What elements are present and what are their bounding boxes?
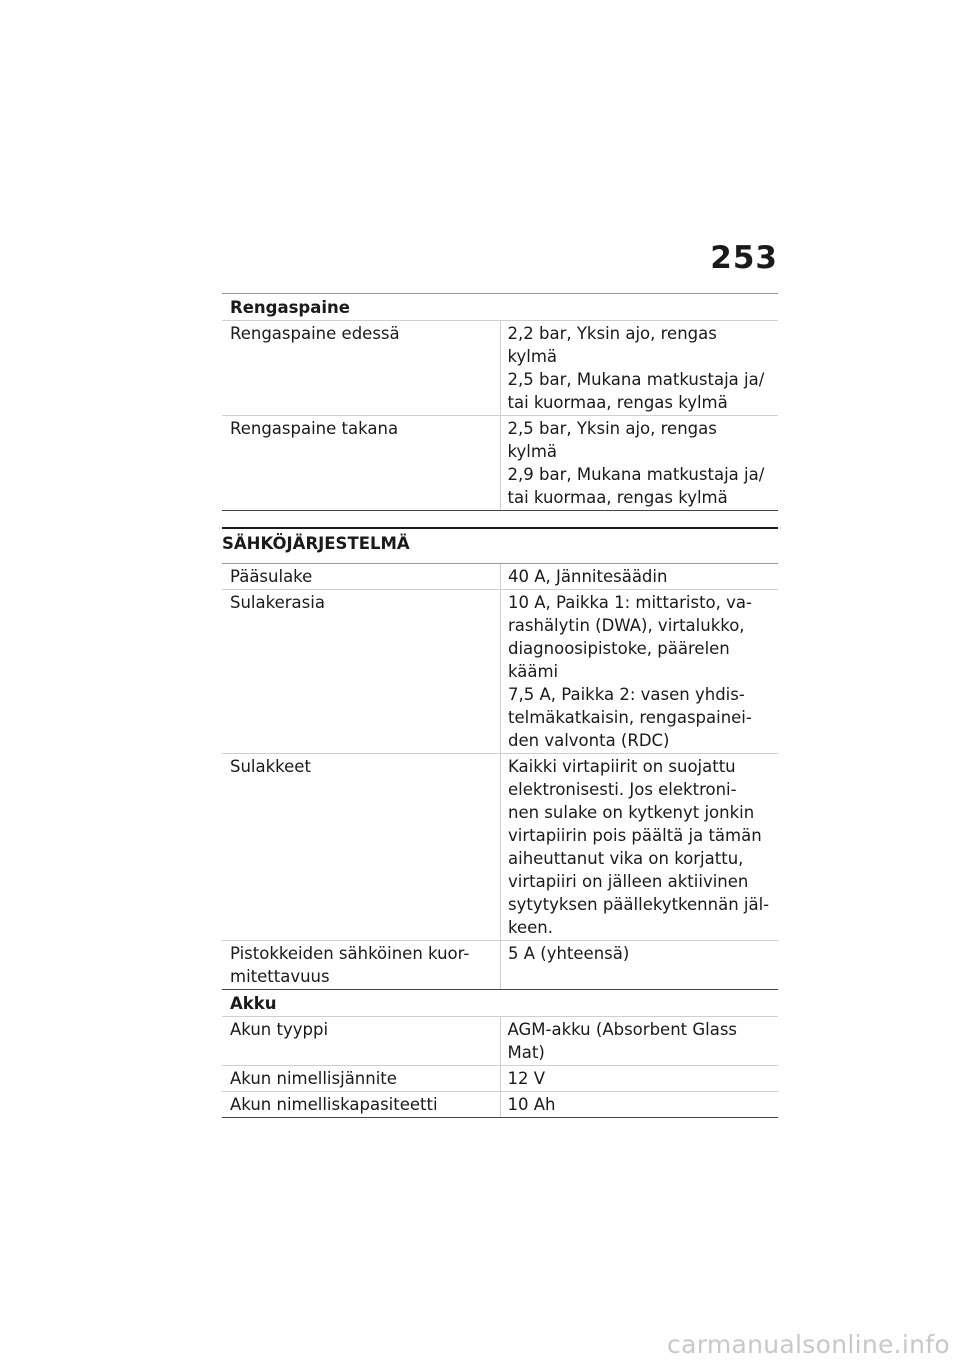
table-row	[222, 590, 778, 754]
row-value-line: virtapiiri on jälleen aktiivinen	[508, 872, 749, 891]
row-value-line: 7,5 A, Paikka 2: vasen yhdis-	[508, 685, 745, 704]
table-row	[222, 1092, 778, 1118]
row-value	[500, 1017, 778, 1066]
row-value	[501, 941, 779, 990]
row-label	[222, 1092, 500, 1118]
row-value	[500, 416, 778, 511]
row-label	[222, 590, 501, 754]
row-value-line: 10 Ah	[507, 1095, 556, 1114]
row-value	[501, 590, 779, 754]
row-value-line: tai kuormaa, rengas kylmä	[507, 488, 728, 507]
row-value-line: 2,5 bar, Yksin ajo, rengas	[507, 419, 717, 438]
row-value-line: 2,9 bar, Mukana matkustaja ja/	[507, 465, 765, 484]
row-label	[222, 321, 500, 416]
row-value-line: tai kuormaa, rengas kylmä	[507, 393, 728, 412]
row-label	[222, 564, 501, 590]
table-row	[222, 754, 778, 941]
row-value-line: telmäkatkaisin, rengaspainei-	[508, 708, 752, 727]
row-label-line: Pääsulake	[230, 567, 313, 586]
tire-pressure-table	[222, 293, 778, 511]
row-value	[501, 564, 779, 590]
electrical-table	[222, 564, 778, 990]
table-row	[222, 564, 778, 590]
watermark: carmanualsonline.info	[667, 1330, 950, 1359]
row-value-line: den valvonta (RDC)	[508, 731, 670, 750]
row-value-line: virtapiirin pois päältä ja tämän	[508, 826, 762, 845]
row-value-line: aiheuttanut vika on korjattu,	[508, 849, 744, 868]
row-value-line: elektronisesti. Jos elektroni-	[508, 780, 737, 799]
row-value	[501, 754, 779, 941]
row-label-line: Pistokkeiden sähköinen kuor-	[230, 944, 470, 963]
group-label-tire-pressure: Rengaspaine	[222, 294, 778, 321]
row-value-line: kylmä	[507, 442, 557, 461]
row-label-line: Rengaspaine edessä	[230, 324, 400, 343]
page-number: 253	[710, 240, 778, 276]
row-label	[222, 941, 501, 990]
row-value-line: 10 A, Paikka 1: mittaristo, va-	[508, 593, 752, 612]
row-value-line: rashälytin (DWA), virtalukko,	[508, 616, 745, 635]
row-label-line: Akun nimellisjännite	[230, 1069, 397, 1088]
row-label	[222, 1017, 500, 1066]
row-label-line: Akun tyyppi	[230, 1020, 329, 1039]
row-value	[500, 1092, 778, 1118]
row-label-line: Rengaspaine takana	[230, 419, 399, 438]
table-row	[222, 1066, 778, 1092]
row-label-line: mitettavuus	[230, 967, 330, 986]
row-value	[500, 1066, 778, 1092]
row-value-line: 40 A, Jännitesäädin	[508, 567, 668, 586]
row-label-line: Akun nimelliskapasiteetti	[230, 1095, 438, 1114]
row-value-line: käämi	[508, 662, 559, 681]
row-label	[222, 416, 500, 511]
row-value-line: 2,5 bar, Mukana matkustaja ja/	[507, 370, 765, 389]
battery-table	[222, 990, 778, 1118]
group-label-battery: Akku	[222, 990, 778, 1017]
row-value	[500, 321, 778, 416]
table-row	[222, 416, 778, 511]
row-label-line: Sulakkeet	[230, 757, 311, 776]
group-header-row	[222, 294, 778, 321]
row-label-line: Sulakerasia	[230, 593, 325, 612]
table-row	[222, 321, 778, 416]
row-value-line: keen.	[508, 918, 553, 937]
row-label	[222, 754, 501, 941]
table-row	[222, 941, 778, 990]
row-label	[222, 1066, 500, 1092]
row-value-line: nen sulake on kytkenyt jonkin	[508, 803, 755, 822]
row-value-line: diagnoosipistoke, päärelen	[508, 639, 730, 658]
row-value-line: 12 V	[507, 1069, 546, 1088]
row-value-line: 5 A (yhteensä)	[508, 944, 630, 963]
spec-document	[222, 293, 778, 1118]
row-value-line: AGM-akku (Absorbent Glass	[507, 1020, 738, 1039]
row-value-line: 2,2 bar, Yksin ajo, rengas	[507, 324, 717, 343]
group-header-row	[222, 990, 778, 1017]
row-value-line: Kaikki virtapiirit on suojattu	[508, 757, 736, 776]
table-row	[222, 1017, 778, 1066]
row-value-line: kylmä	[507, 347, 557, 366]
row-value-line: sytytyksen päällekytkennän jäl-	[508, 895, 770, 914]
row-value-line: Mat)	[507, 1043, 545, 1062]
section-heading-electrical: SÄHKÖJÄRJESTELMÄ	[222, 527, 778, 564]
